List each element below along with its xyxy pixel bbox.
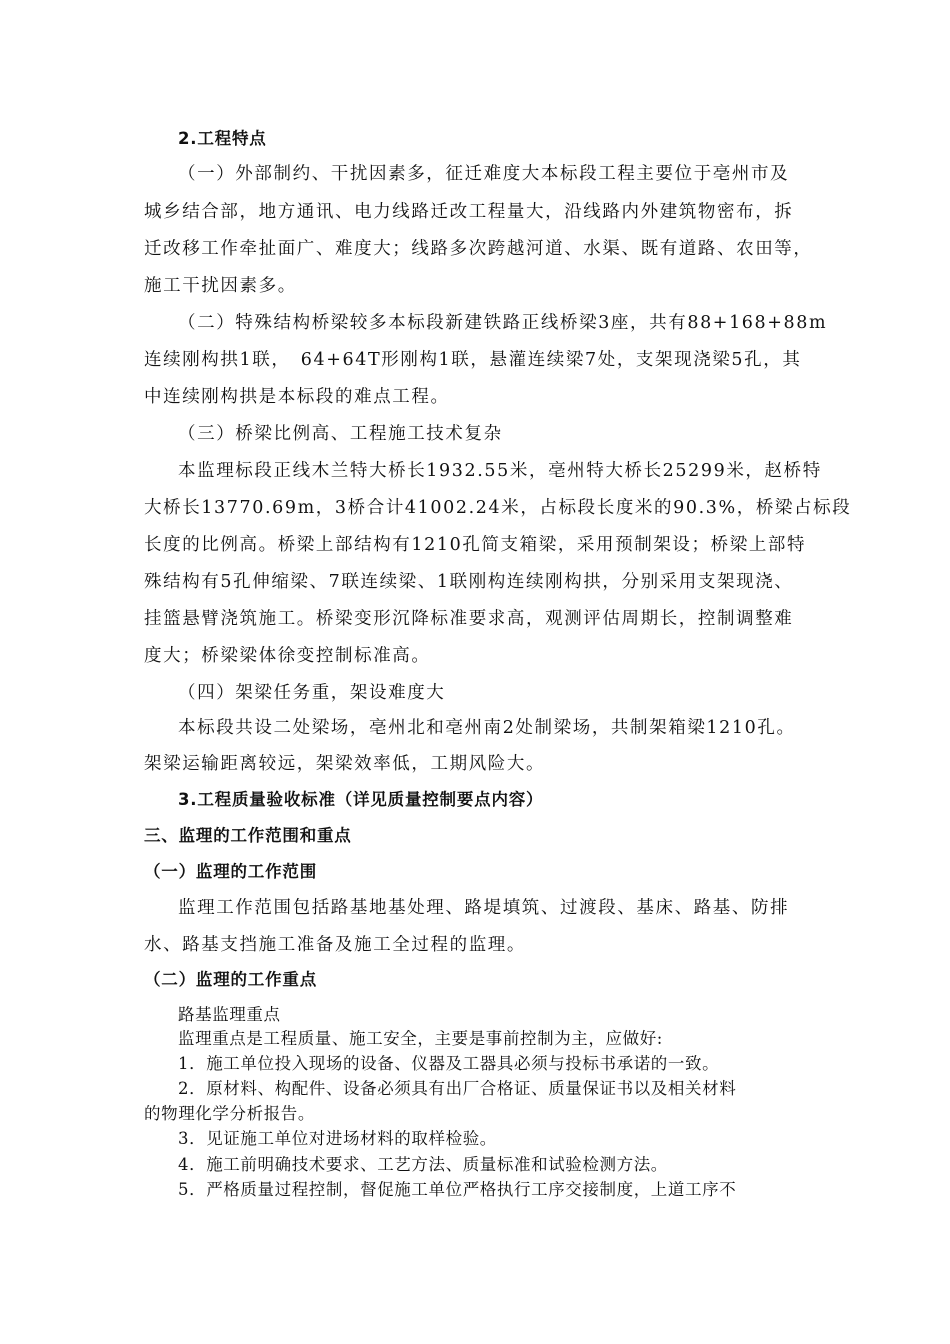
list-item: 2．原材料、构配件、设备必须具有出厂合格证、质量保证书以及相关材料 <box>178 1079 737 1098</box>
paragraph-line: 殊结构有5孔伸缩梁、7联连续梁、1联刚构连续刚构拱，分别采用支架现浇、 <box>144 572 794 592</box>
paragraph-line: 施工干扰因素多。 <box>144 276 297 296</box>
paragraph-line: 度大；桥梁梁体徐变控制标准高。 <box>144 646 431 666</box>
paragraph-line: 迁改移工作牵扯面广、难度大；线路多次跨越河道、水渠、既有道路、农田等， <box>144 239 813 259</box>
subsection-heading: （二）监理的工作重点 <box>144 970 317 989</box>
paragraph-line: 水、路基支挡施工准备及施工全过程的监理。 <box>144 935 526 955</box>
section-heading: 三、监理的工作范围和重点 <box>144 826 352 845</box>
list-item: 4．施工前明确技术要求、工艺方法、质量标准和试验检测方法。 <box>178 1155 668 1174</box>
paragraph-line: 架梁运输距离较远，架梁效率低，工期风险大。 <box>144 754 546 774</box>
list-item: 5．严格质量过程控制，督促施工单位严格执行工序交接制度，上道工序不 <box>178 1180 737 1199</box>
subsection-heading: （一）监理的工作范围 <box>144 862 317 881</box>
paragraph-line: 监理工作范围包括路基地基处理、路堤填筑、过渡段、基床、路基、防排 <box>178 898 790 918</box>
paragraph-line: 中连续刚构拱是本标段的难点工程。 <box>144 387 450 407</box>
paragraph-line: 本监理标段正线木兰特大桥长1932.55米，亳州特大桥长25299米，赵桥特 <box>178 461 822 481</box>
heading-project-features: 2.工程特点 <box>178 129 267 148</box>
paragraph-line: 大桥长13770.69m，3桥合计41002.24米，占标段长度米的90.3%，桥梁占标段 <box>144 498 852 518</box>
heading-quality-standard: 3.工程质量验收标准（详见质量控制要点内容） <box>178 790 544 809</box>
paragraph-line: 本标段共设二处梁场，亳州北和亳州南2处制梁场，共制架箱梁1210孔。 <box>178 718 796 738</box>
paragraph-line: （二）特殊结构桥梁较多本标段新建铁路正线桥梁3座，共有88+168+88m <box>178 313 828 333</box>
list-item: 1．施工单位投入现场的设备、仪器及工器具必须与投标书承诺的一致。 <box>178 1054 720 1073</box>
paragraph-subtitle: （四）架梁任务重，架设难度大 <box>178 683 446 703</box>
focus-title: 路基监理重点 <box>178 1005 281 1024</box>
paragraph-line: 长度的比例高。桥梁上部结构有1210孔简支箱梁，采用预制架设；桥梁上部特 <box>144 535 807 555</box>
focus-intro: 监理重点是工程质量、施工安全，主要是事前控制为主，应做好: <box>178 1029 663 1048</box>
paragraph-line: 挂篮悬臂浇筑施工。桥梁变形沉降标准要求高，观测评估周期长，控制调整难 <box>144 609 794 629</box>
paragraph-line: 连续刚构拱1联， 64+64T形刚构1联，悬灌连续梁7处，支架现浇梁5孔，其 <box>144 350 802 370</box>
paragraph-line: 城乡结合部，地方通讯、电力线路迁改工程量大，沿线路内外建筑物密布，拆 <box>144 202 794 222</box>
list-item: 3．见证施工单位对进场材料的取样检验。 <box>178 1129 497 1148</box>
paragraph-subtitle: （三）桥梁比例高、工程施工技术复杂 <box>178 424 503 444</box>
list-item: 的物理化学分析报告。 <box>144 1104 315 1123</box>
paragraph-line: （一）外部制约、干扰因素多，征迁难度大本标段工程主要位于亳州市及 <box>178 164 790 184</box>
